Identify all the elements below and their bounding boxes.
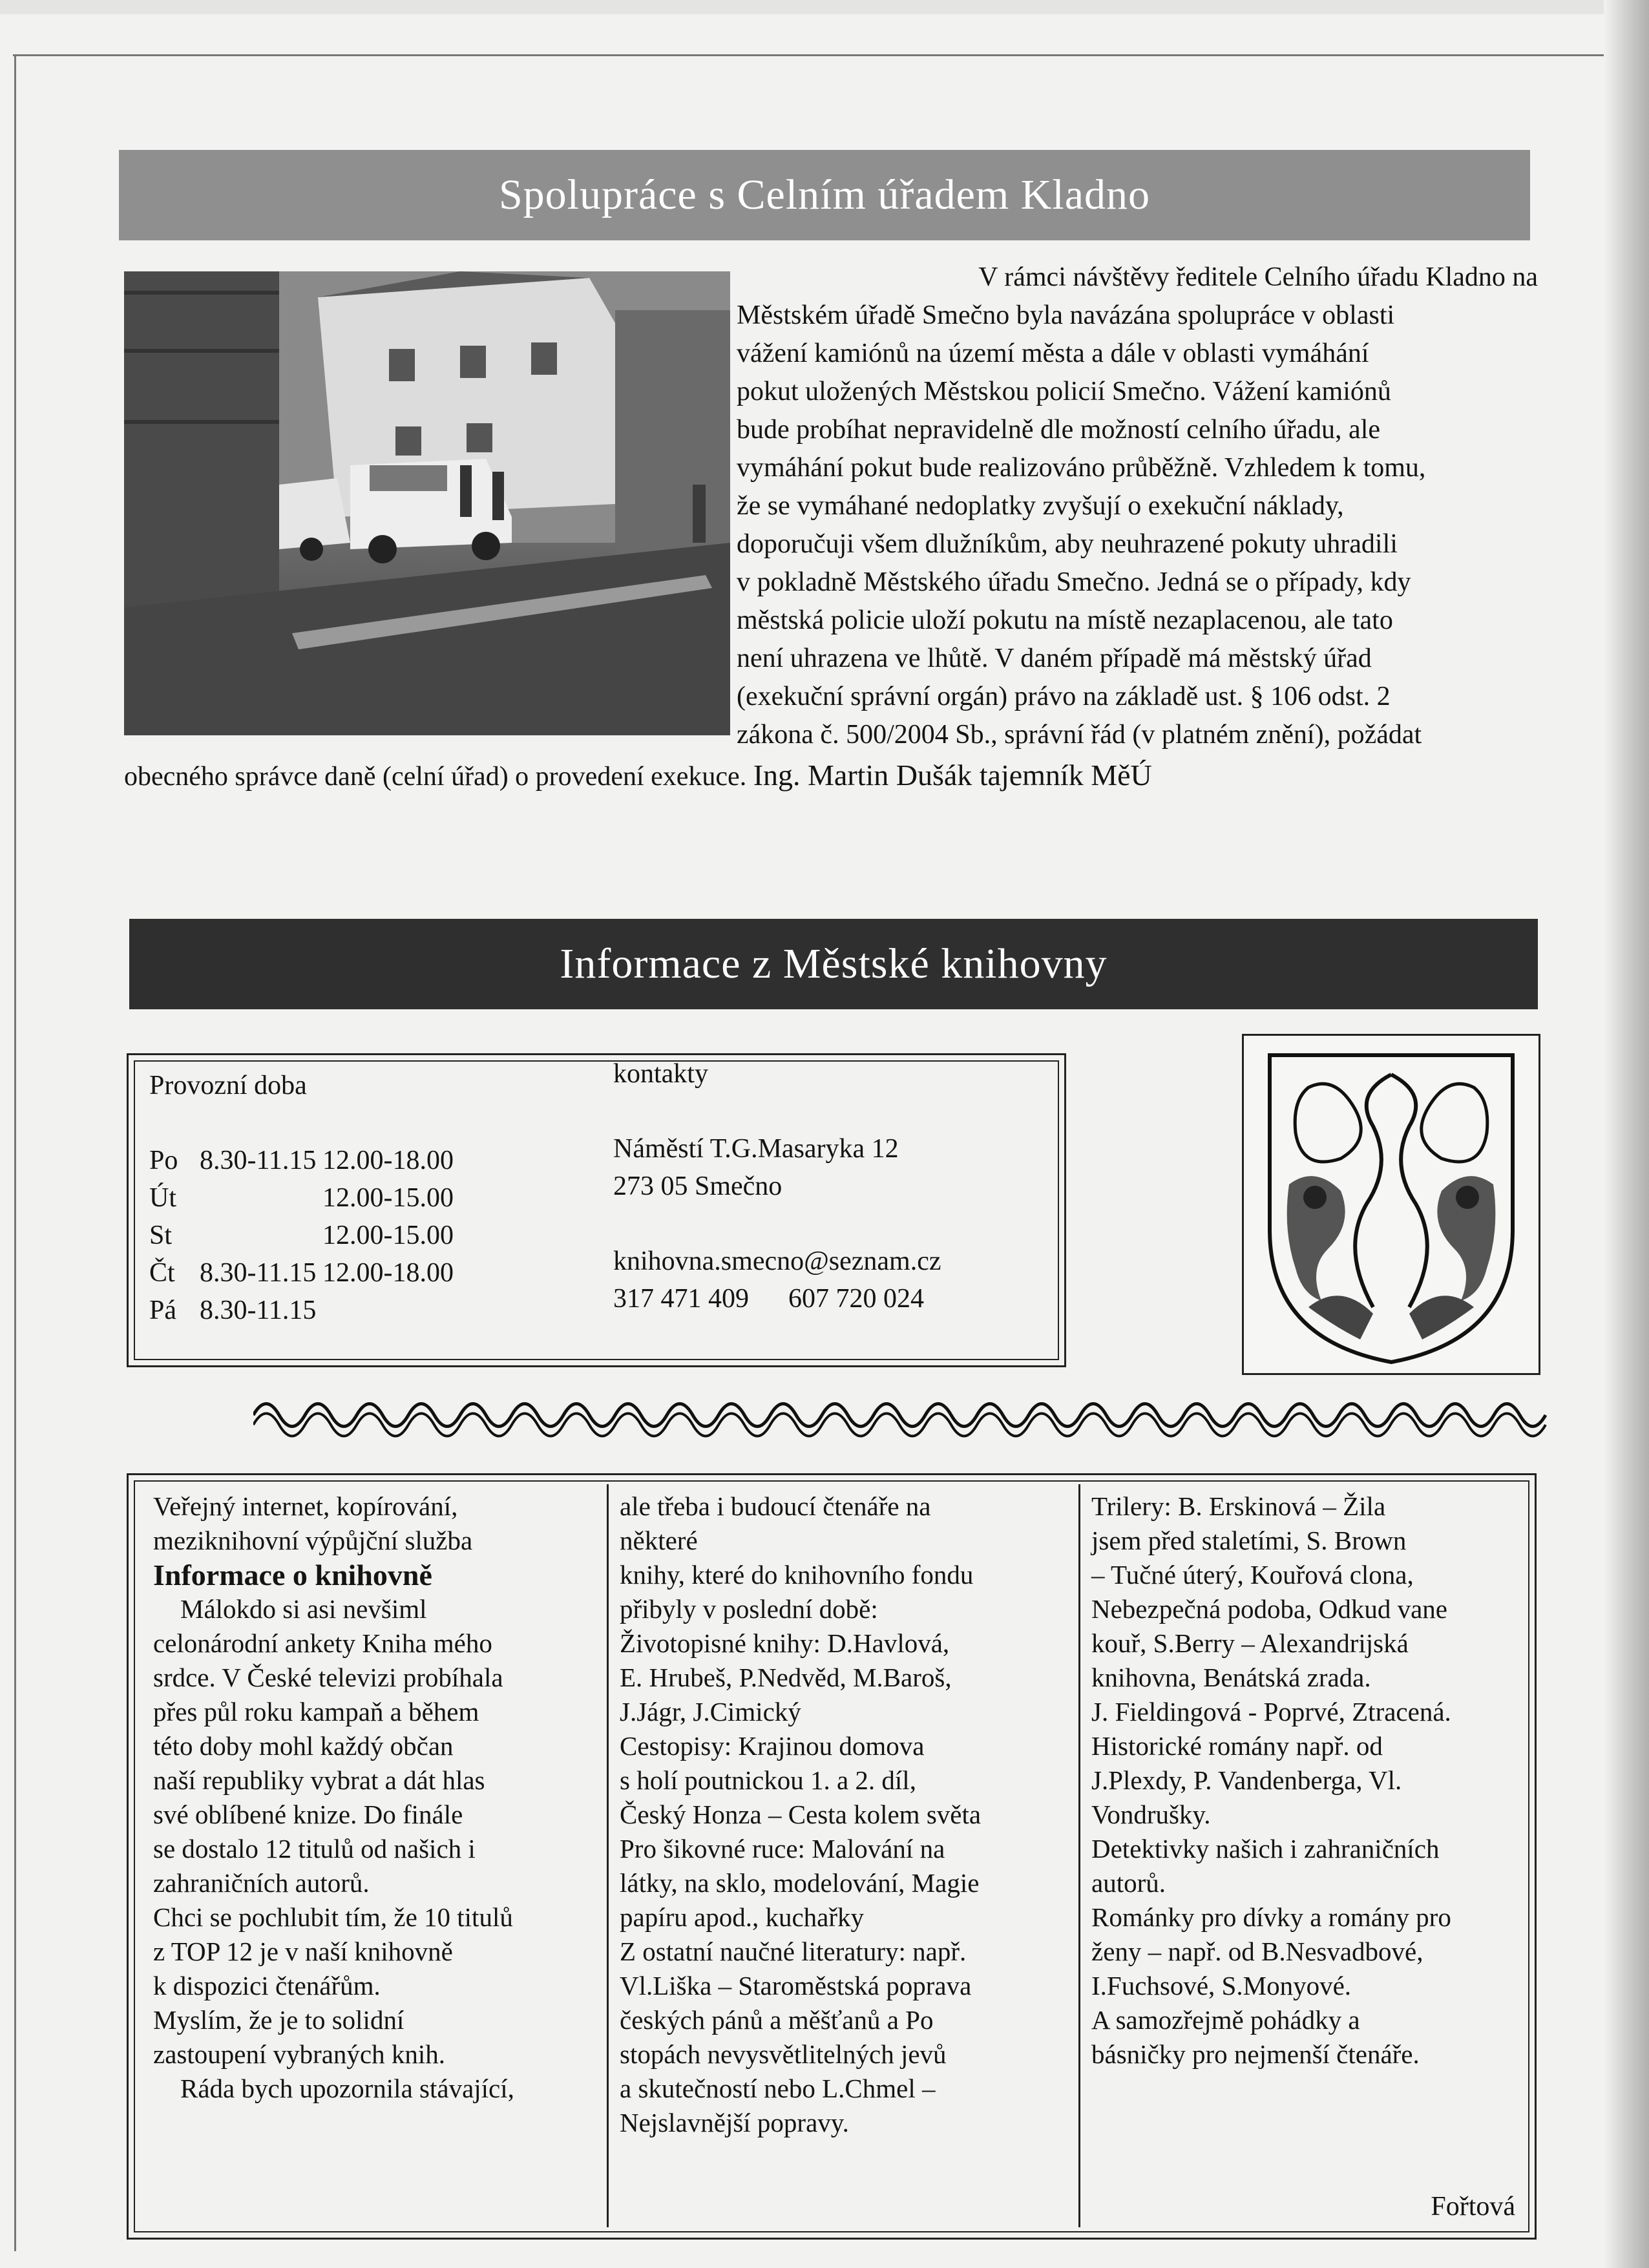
col-line: některé: [620, 1526, 698, 1555]
article-signature: Ing. Martin Dušák tajemník MěÚ: [753, 759, 1152, 792]
hours-row: [149, 1292, 454, 1329]
col-line: k dispozici čtenářům.: [153, 1971, 381, 2000]
customs-inspection-photo: [124, 271, 730, 735]
col-line: své oblíbené knize. Do finále: [153, 1800, 463, 1829]
hours-afternoon: 12.00-18.00: [322, 1146, 454, 1175]
hours-row: [149, 1217, 454, 1254]
library-column-2: [620, 1489, 1085, 2140]
opening-hours-box: [127, 1053, 1066, 1367]
section-title-customs: Spolupráce s Celním úřadem Kladno: [119, 150, 1530, 240]
col-line: a skutečností nebo L.Chmel –: [620, 2074, 936, 2103]
contact-phone: 607 720 024: [788, 1284, 924, 1314]
hours-morning: 8.30-11.15: [200, 1258, 317, 1288]
hours-afternoon: 12.00-15.00: [322, 1221, 454, 1250]
col-line: zastoupení vybraných knih.: [153, 2039, 446, 2069]
address-street: Náměstí T.G.Masaryka 12: [613, 1134, 899, 1164]
hours-day: Po: [149, 1146, 178, 1175]
col-line: knihy, které do knihovního fondu: [620, 1560, 974, 1590]
article-line: že se vymáhané nedoplatky zvyšují o exekuční náklady,: [737, 491, 1344, 521]
col-line: J.Plexdy, P. Vandenberga, Vl.: [1091, 1765, 1402, 1795]
col-line: – Tučné úterý, Kouřová clona,: [1091, 1560, 1414, 1590]
hours-morning: 8.30-11.15: [200, 1296, 317, 1325]
col-line: se dostalo 12 titulů od našich i: [153, 1834, 476, 1864]
col-line: Český Honza – Cesta kolem světa: [620, 1800, 982, 1829]
col-line: přibyly v poslední době:: [620, 1594, 878, 1624]
col-line: srdce. V České televizi probíhala: [153, 1663, 503, 1692]
wave-divider: [253, 1389, 1552, 1441]
hours-morning: [200, 1217, 322, 1254]
hours-day: St: [149, 1221, 173, 1250]
col-line: Málokdo si asi nevšiml: [180, 1594, 427, 1624]
col-line: stopách nevysvětlitelných jevů: [620, 2039, 947, 2069]
col-line: meziknihovní výpůjční služba: [153, 1526, 473, 1555]
hours-morning: 8.30-11.15: [200, 1146, 317, 1175]
coat-of-arms: [1242, 1034, 1540, 1375]
hours-row: [149, 1254, 454, 1292]
hours-afternoon: 12.00-18.00: [322, 1258, 454, 1288]
contact-email[interactable]: knihovna.smecno@seznam.cz: [613, 1246, 941, 1276]
col-line: Myslím, že je to solidní: [153, 2005, 404, 2035]
col-line: jsem před staletími, S. Brown: [1091, 1526, 1407, 1555]
col-line: Vl.Liška – Staroměstská poprava: [620, 1971, 972, 2000]
article-line: v pokladně Městského úřadu Smečno. Jedná se o případy, kdy: [737, 567, 1411, 597]
library-heading: Informace o knihovně: [153, 1559, 432, 1591]
hours-day: Pá: [149, 1296, 176, 1325]
col-line: Veřejný internet, kopírování,: [153, 1491, 458, 1521]
col-line: Životopisné knihy: D.Havlová,: [620, 1628, 950, 1658]
col-line: naší republiky vybrat a dát hlas: [153, 1765, 485, 1795]
contacts-label: kontakty: [613, 1059, 708, 1089]
article-line: pokut uložených Městskou policií Smečno. Vážení kamiónů: [737, 377, 1391, 406]
col-line: této doby mohl každý občan: [153, 1731, 454, 1761]
article-line: zákona č. 500/2004 Sb., správní řád (v platném znění), požádat: [737, 720, 1422, 750]
library-signature: Fořtová: [1431, 2192, 1515, 2221]
col-line: Pro šikovné ruce: Malování na: [620, 1834, 945, 1864]
col-line: zahraničních autorů.: [153, 1868, 370, 1898]
customs-article: [737, 258, 1538, 754]
col-line: ženy – např. od B.Nesvadbové,: [1091, 1937, 1423, 1966]
hours-row: [149, 1142, 454, 1179]
contact-phones: [613, 1280, 941, 1318]
opening-hours-label: Provozní doba: [149, 1071, 307, 1100]
col-line: E. Hrubeš, P.Nedvěd, M.Baroš,: [620, 1663, 952, 1692]
opening-hours: [149, 1067, 454, 1329]
col-line: papíru apod., kuchařky: [620, 1902, 864, 1932]
col-line: z TOP 12 je v naší knihovně: [153, 1937, 453, 1966]
col-line: Ráda bych upozornila stávající,: [180, 2074, 514, 2103]
section-title-library: Informace z Městské knihovny: [129, 919, 1538, 1009]
col-line: přes půl roku kampaň a během: [153, 1697, 479, 1727]
col-line: Cestopisy: Krajinou domova: [620, 1731, 925, 1761]
hours-day: Čt: [149, 1258, 175, 1288]
article-tail: [124, 756, 1539, 796]
article-line: bude probíhat nepravidelně dle možností celního úřadu, ale: [737, 415, 1381, 445]
col-line: autorů.: [1091, 1868, 1166, 1898]
article-last-line: obecného správce daně (celní úřad) o provedení exekuce.: [124, 762, 747, 792]
article-line: vymáhání pokut bude realizováno průběžně. Vzhledem k tomu,: [737, 453, 1426, 483]
hours-morning: [200, 1179, 322, 1217]
col-line: knihovna, Benátská zrada.: [1091, 1663, 1371, 1692]
col-line: Nebezpečná podoba, Odkud vane: [1091, 1594, 1447, 1624]
article-line: doporučuji všem dlužníkům, aby neuhrazené pokuty uhradili: [737, 529, 1398, 559]
hours-row: [149, 1179, 454, 1217]
col-line: J.Jágr, J.Cimický: [620, 1697, 801, 1727]
address-city: 273 05 Smečno: [613, 1171, 782, 1201]
col-line: kouř, S.Berry – Alexandrijská: [1091, 1628, 1409, 1658]
page-shadow: [1604, 0, 1649, 2268]
col-line: Nejslavnější popravy.: [620, 2108, 849, 2137]
col-line: ale třeba i budoucí čtenáře na: [620, 1491, 931, 1521]
col-line: Z ostatní naučné literatury: např.: [620, 1937, 967, 1966]
col-line: celonárodní ankety Kniha mého: [153, 1628, 492, 1658]
hours-afternoon: 12.00-15.00: [322, 1183, 454, 1213]
article-line: vážení kamiónů na území města a dále v oblasti vymáhání: [737, 339, 1369, 368]
col-line: Historické romány např. od: [1091, 1731, 1383, 1761]
page-border-left: [14, 54, 16, 2251]
col-line: A samozřejmě pohádky a: [1091, 2005, 1360, 2035]
library-column-1: [153, 1489, 618, 2106]
col-line: Románky pro dívky a romány pro: [1091, 1902, 1451, 1932]
col-line: básničky pro nejmenší čtenáře.: [1091, 2039, 1420, 2069]
library-column-3: [1091, 1489, 1524, 2072]
page-border-top: [13, 54, 1609, 56]
col-line: J. Fieldingová - Poprvé, Ztracená.: [1091, 1697, 1451, 1727]
contacts: [613, 1055, 941, 1318]
hours-day: Út: [149, 1183, 176, 1213]
col-line: s holí poutnickou 1. a 2. díl,: [620, 1765, 916, 1795]
col-line: Trilery: B. Erskinová – Žila: [1091, 1491, 1386, 1521]
article-line: není uhrazena ve lhůtě. V daném případě má městský úřad: [737, 644, 1372, 673]
contact-phone: 317 471 409: [613, 1284, 749, 1314]
col-line: I.Fuchsové, S.Monyové.: [1091, 1971, 1352, 2000]
article-line: (exekuční správní orgán) právo na základě ust. § 106 odst. 2: [737, 682, 1391, 711]
article-line: V rámci návštěvy ředitele Celního úřadu Kladno na: [978, 262, 1538, 292]
article-line: městská policie uloží pokutu na místě nezaplacenou, ale tato: [737, 605, 1393, 635]
library-info-box: [127, 1473, 1537, 2240]
page-edge: [0, 0, 1649, 14]
col-line: Vondrušky.: [1091, 1800, 1211, 1829]
col-line: látky, na sklo, modelování, Magie: [620, 1868, 980, 1898]
col-line: Chci se pochlubit tím, že 10 titulů: [153, 1902, 513, 1932]
col-line: Detektivky našich i zahraničních: [1091, 1834, 1440, 1864]
article-line: Městském úřadě Smečno byla navázána spolupráce v oblasti: [737, 300, 1395, 330]
col-line: českých pánů a měšťanů a Po: [620, 2005, 934, 2035]
